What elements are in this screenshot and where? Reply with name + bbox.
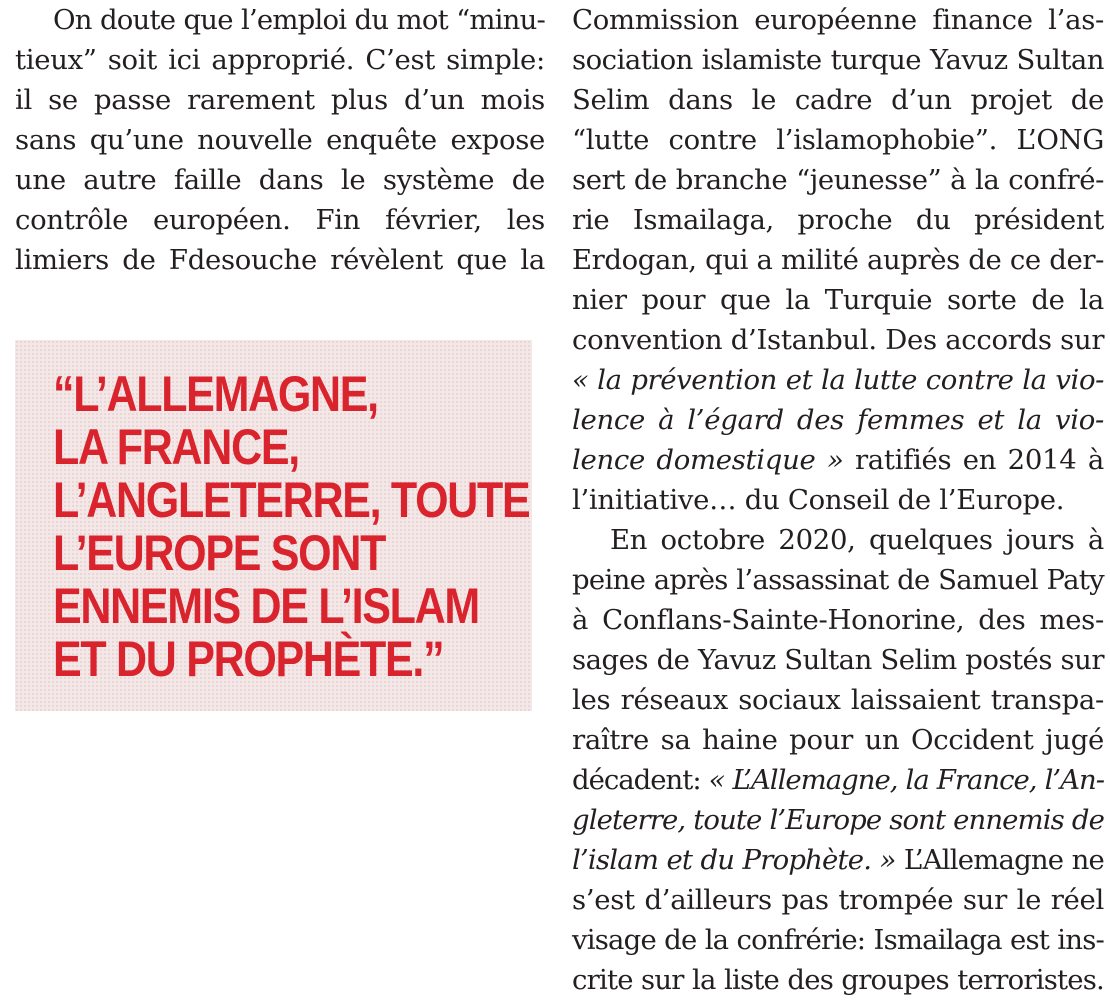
left-line: On doute que l’emploi du mot “minu-: [53, 4, 545, 36]
left-column: [15, 0, 545, 280]
roman-segment: L’Allemagne ne: [895, 844, 1104, 876]
right-line: Commission européenne finance l’as-: [572, 4, 1104, 36]
right-line: visage de la confrérie: Ismailaga est ins-: [572, 924, 1104, 956]
right-line: à Conflans-Sainte-Honorine, des mes-: [572, 604, 1104, 636]
pull-quote: [15, 340, 532, 711]
roman-segment: décadent:: [572, 764, 709, 796]
right-line: convention d’Istanbul. Des accords sur: [572, 324, 1105, 356]
italic-segment: l’islam et du Prophète. »: [572, 844, 896, 876]
right-line: s’est d’ailleurs pas trompée sur le réel: [572, 884, 1104, 916]
right-line: Selim dans le cadre d’un projet de: [572, 84, 1104, 116]
italic-segment: lence domestique »: [572, 444, 844, 476]
right-line: crite sur la liste des groupes terroristes.: [572, 964, 1104, 996]
pull-quote-line: ENNEMIS DE L’ISLAM: [53, 578, 479, 634]
left-line: contrôle européen. Fin février, les: [15, 204, 545, 236]
right-column: [572, 0, 1104, 1000]
right-line-italic: « la prévention et la lutte contre la vio-: [572, 364, 1104, 396]
pull-quote-line: ET DU PROPHÈTE.”: [53, 631, 444, 687]
right-line: nier pour que la Turquie sorte de la: [572, 284, 1104, 316]
left-line: une autre faille dans le système de: [15, 164, 545, 196]
right-line: [572, 760, 1104, 800]
left-line: il se passe rarement plus d’un mois: [15, 84, 545, 116]
right-line: “lutte contre l’islamophobie”. L’ONG: [572, 124, 1104, 156]
right-line: l’initiative… du Conseil de l’Europe.: [572, 484, 1065, 516]
right-line-indented: En octobre 2020, quelques jours à: [610, 524, 1104, 556]
right-line: sert de branche “jeunesse” à la confré-: [572, 164, 1104, 196]
pull-quote-line: LA FRANCE,: [53, 419, 299, 475]
right-line: rie Ismailaga, proche du président: [572, 204, 1104, 236]
pull-quote-line: L’EUROPE SONT: [53, 525, 386, 581]
italic-segment: « L’Allemagne, la France, l’An-: [708, 764, 1104, 796]
pull-quote-line: “L’ALLEMAGNE,: [53, 366, 378, 422]
right-line-italic: gleterre, toute l’Europe sont ennemis de: [572, 804, 1104, 836]
right-line: [572, 840, 1104, 880]
right-line-italic: lence à l’égard des femmes et la vio-: [572, 404, 1104, 436]
right-line: [572, 440, 1104, 480]
left-line: sans qu’une nouvelle enquête expose: [15, 124, 545, 156]
right-line: les réseaux sociaux laissaient transpa-: [572, 684, 1104, 716]
left-line: tieux” soit ici approprié. C’est simple:: [15, 44, 545, 76]
pull-quote-line: L’ANGLETERRE, TOUTE: [53, 472, 530, 528]
right-line: raître sa haine pour un Occident jugé: [572, 724, 1104, 756]
right-line: sociation islamiste turque Yavuz Sultan: [572, 44, 1104, 76]
right-line: Erdogan, qui a milité auprès de ce der-: [572, 244, 1104, 276]
left-line: limiers de Fdesouche révèlent que la: [15, 244, 545, 276]
roman-segment: ratifiés en 2014 à: [843, 444, 1104, 476]
right-line: peine après l’assassinat de Samuel Paty: [572, 564, 1104, 596]
right-line: sages de Yavuz Sultan Selim postés sur: [572, 644, 1104, 676]
